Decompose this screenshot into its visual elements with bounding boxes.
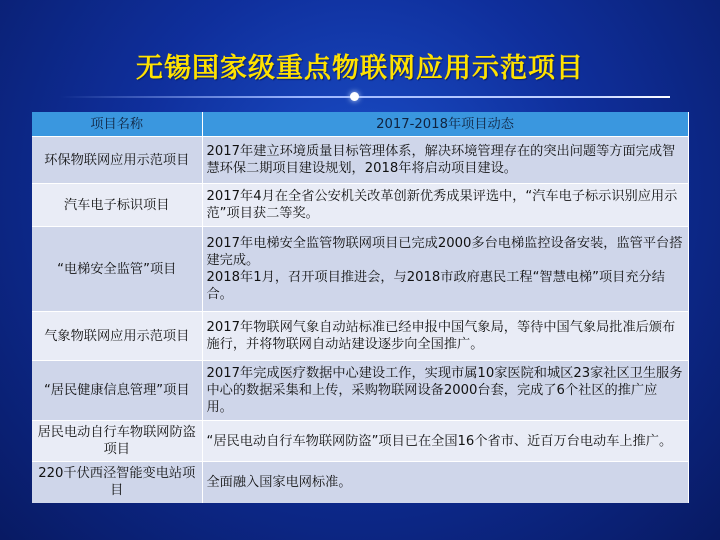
table-header-row — [32, 112, 688, 137]
table-row — [32, 137, 688, 184]
table-row — [32, 361, 688, 421]
projects-table — [32, 112, 689, 503]
project-name-cell: “居民健康信息管理”项目 — [32, 361, 202, 421]
project-status-cell: “居民电动自行车物联网防盗”项目已在全国16个省市、近百万台电动车上推广。 — [202, 421, 688, 462]
underline-dot — [350, 92, 359, 101]
project-name-cell: 汽车电子标识项目 — [32, 184, 202, 227]
project-name-cell: 环保物联网应用示范项目 — [32, 137, 202, 184]
project-status-cell — [202, 227, 688, 312]
project-status-cell: 2017年4月在全省公安机关改革创新优秀成果评选中，“汽车电子标示识别应用示范”项目获二等奖。 — [202, 184, 688, 227]
table-row — [32, 312, 688, 361]
table-row — [32, 421, 688, 462]
project-status-cell: 2017年建立环境质量目标管理体系，解决环境管理存在的突出问题等方面完成智慧环保二期项目建设规划，2018年将启动项目建设。 — [202, 137, 688, 184]
project-status-cell: 全面融入国家电网标准。 — [202, 462, 688, 503]
table-row — [32, 184, 688, 227]
table-row — [32, 227, 688, 312]
title-underline — [60, 96, 670, 98]
project-name-cell: “电梯安全监管”项目 — [32, 227, 202, 312]
project-status-cell: 2017年完成医疗数据中心建设工作，实现市属10家医院和城区23家社区卫生服务中心的数据采集和上传，采购物联网设备2000台套，完成了6个社区的推广应用。 — [202, 361, 688, 421]
page-title: 无锡国家级重点物联网应用示范项目 — [136, 53, 584, 84]
project-name-cell: 220千伏西泾智能变电站项目 — [32, 462, 202, 503]
status-paragraph: 2018年1月，召开项目推进会，与2018市政府惠民工程“智慧电梯”项目充分结合。 — [206, 270, 665, 302]
column-header-project-name: 项目名称 — [32, 112, 202, 137]
status-paragraph: 2017年电梯安全监管物联网项目已完成2000多台电梯监控设备安装，监管平台搭建完成。 — [206, 236, 683, 268]
column-header-project-status: 2017-2018年项目动态 — [202, 112, 688, 137]
table-row — [32, 462, 688, 503]
project-status-cell: 2017年物联网气象自动站标准已经申报中国气象局，等待中国气象局批准后颁布施行，并将物联网自动站建设逐步向全国推广。 — [202, 312, 688, 361]
project-name-cell: 气象物联网应用示范项目 — [32, 312, 202, 361]
project-name-cell: 居民电动自行车物联网防盗项目 — [32, 421, 202, 462]
